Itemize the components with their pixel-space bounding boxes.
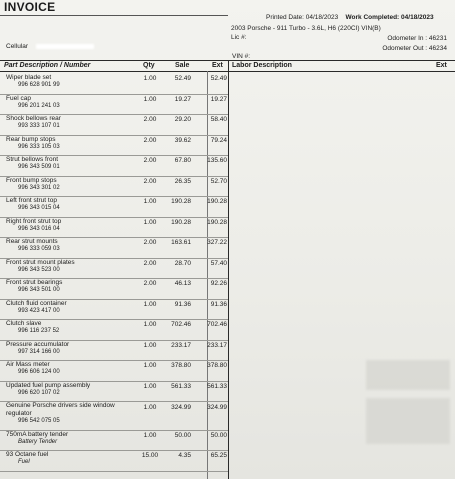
- table-row: [0, 95, 228, 116]
- odometer-out-label: Odometer Out :: [382, 45, 428, 52]
- part-ext: 52.70: [210, 177, 227, 185]
- part-qty: 1.00: [143, 95, 157, 103]
- part-qty: 2.00: [143, 177, 157, 185]
- completed-date: 04/18/2023: [401, 14, 434, 21]
- col-labor-ext: Ext: [436, 62, 447, 69]
- part-ext: 324.99: [207, 404, 227, 411]
- part-ext: 58.40: [210, 116, 227, 123]
- part-number: 996 542 075 05: [18, 418, 60, 424]
- table-row: [0, 431, 228, 452]
- part-qty: 1.00: [143, 75, 157, 82]
- part-ext: 65.25: [210, 452, 227, 459]
- part-description: Front strut bearings: [6, 279, 63, 286]
- part-number: 996 343 523 00: [18, 266, 60, 273]
- part-description: Updated fuel pump assembly: [6, 381, 91, 389]
- part-ext: 233.17: [207, 341, 227, 349]
- col-qty: Qty: [143, 62, 155, 69]
- table-row: [0, 279, 228, 300]
- invoice-title: INVOICE: [4, 0, 56, 14]
- part-number: 996 606 124 00: [18, 369, 60, 375]
- part-ext: 190.28: [207, 218, 227, 226]
- part-sale: 52.49: [174, 75, 191, 82]
- col-sale: Sale: [175, 62, 190, 69]
- part-description: Front strut mount plates: [6, 258, 75, 266]
- part-ext: 378.80: [207, 362, 227, 369]
- odometer-out-value: 46234: [428, 45, 447, 52]
- row-rule: [0, 471, 228, 472]
- part-ext: 91.36: [210, 300, 227, 308]
- table-row: [0, 136, 228, 157]
- odometer-in-value: 46231: [428, 35, 447, 42]
- part-description: Fuel cap: [6, 94, 31, 102]
- table-row: [0, 115, 228, 136]
- part-qty: 1.00: [143, 321, 157, 328]
- vehicle-description: 2003 Porsche - 911 Turbo - 3.6L, H6 (220CI) VIN(B): [231, 25, 381, 32]
- part-qty: 1.00: [143, 404, 157, 411]
- table-row: [0, 197, 228, 218]
- part-description: Pressure accumulator: [6, 340, 70, 348]
- cellular-label: Cellular: [6, 43, 29, 50]
- vehicle-info: [231, 25, 381, 42]
- part-qty: 1.00: [143, 431, 157, 439]
- part-description: Genuine Porsche drivers side window regulator: [6, 402, 115, 417]
- title-rule: [0, 15, 228, 16]
- lic-label: Lic #:: [231, 33, 247, 41]
- part-description: 750mA battery tender: [6, 430, 69, 438]
- part-number: 996 343 016 04: [18, 225, 60, 232]
- table-row: [0, 238, 228, 259]
- part-ext: 79.24: [210, 136, 227, 144]
- faded-summary-block: [366, 398, 450, 444]
- table-row: [0, 402, 228, 431]
- table-row: [0, 382, 228, 403]
- part-number: Battery Tender: [18, 438, 58, 445]
- part-sale: 29.20: [174, 116, 191, 123]
- part-ext: 190.28: [207, 198, 227, 205]
- odometer-block: [382, 34, 447, 54]
- part-qty: 2.00: [143, 280, 157, 287]
- part-description: Rear bump stops: [6, 135, 56, 143]
- part-qty: 2.00: [143, 157, 157, 164]
- table-row: [0, 451, 228, 472]
- part-description: Wiper blade set: [6, 74, 52, 81]
- col-labor-description: Labor Description: [232, 62, 292, 69]
- part-sale: 4.35: [178, 452, 191, 459]
- part-sale: 26.35: [174, 177, 191, 185]
- printed-label: Printed Date:: [266, 14, 304, 21]
- part-ext: 19.27: [210, 95, 227, 103]
- part-sale: 39.62: [174, 136, 191, 144]
- part-sale: 702.46: [171, 321, 191, 328]
- col-ext: Ext: [212, 62, 223, 69]
- table-row: [0, 320, 228, 341]
- part-description: Rear strut mounts: [6, 238, 58, 245]
- part-sale: 46.13: [174, 280, 191, 287]
- part-sale: 50.00: [174, 431, 191, 439]
- table-row: [0, 218, 228, 239]
- part-sale: 561.33: [171, 382, 191, 390]
- part-sale: 91.36: [174, 300, 191, 308]
- odometer-in-label: Odometer In :: [387, 35, 428, 42]
- col-part-description: Part Description / Number: [4, 62, 91, 69]
- part-number: 996 343 301 02: [18, 184, 60, 191]
- part-number: 996 343 015 04: [18, 205, 60, 211]
- cellular-field: [6, 43, 94, 50]
- table-row: [0, 361, 228, 382]
- part-description: 93 Octane fuel: [6, 451, 49, 458]
- part-sale: 190.28: [171, 198, 191, 205]
- part-sale: 28.70: [174, 259, 191, 267]
- part-number: 996 201 241 03: [18, 102, 60, 109]
- faded-totals-block: [366, 360, 450, 390]
- table-row: [0, 259, 228, 280]
- part-description: Shock bellows rear: [6, 115, 61, 122]
- part-number: 997 314 166 00: [18, 348, 60, 355]
- part-sale: 233.17: [171, 341, 191, 349]
- part-description: Right front strut top: [6, 217, 62, 225]
- part-ext: 57.40: [210, 259, 227, 267]
- part-ext: 561.33: [207, 382, 227, 390]
- vin-label: VIN #:: [232, 53, 251, 60]
- part-qty: 1.00: [143, 198, 157, 205]
- part-qty: 1.00: [143, 300, 157, 308]
- part-sale: 378.80: [171, 362, 191, 369]
- part-number: Fuel: [18, 459, 30, 465]
- part-ext: 50.00: [210, 431, 227, 439]
- part-qty: 1.00: [143, 362, 157, 369]
- part-sale: 163.61: [171, 239, 191, 246]
- part-qty: 15.00: [141, 452, 159, 459]
- part-qty: 2.00: [143, 259, 157, 267]
- part-ext: 327.22: [207, 239, 227, 246]
- part-number: 996 620 107 02: [18, 389, 60, 396]
- printed-date: 04/18/2023: [305, 14, 339, 21]
- part-number: 993 423 417 00: [18, 307, 60, 314]
- part-qty: 1.00: [143, 341, 157, 349]
- table-row: [0, 341, 228, 362]
- part-number: 996 116 237 52: [18, 328, 60, 334]
- part-number: 996 628 901 99: [18, 82, 60, 88]
- part-qty: 1.00: [143, 218, 157, 226]
- dates-line: [266, 14, 434, 21]
- part-ext: 702.46: [207, 321, 227, 328]
- table-row: [0, 74, 228, 95]
- part-qty: 2.00: [143, 239, 157, 246]
- part-number: 993 333 107 01: [18, 123, 60, 129]
- part-description: Strut bellows front: [6, 156, 59, 163]
- part-sale: 190.28: [171, 218, 191, 226]
- completed-label: Work Completed:: [345, 14, 400, 21]
- table-row: [0, 300, 228, 321]
- part-description: Front bump stops: [6, 176, 57, 184]
- part-description: Clutch fluid container: [6, 299, 67, 307]
- part-ext: 52.49: [210, 75, 227, 82]
- part-qty: 2.00: [143, 136, 157, 144]
- part-number: 996 343 509 01: [18, 164, 60, 170]
- part-sale: 19.27: [174, 95, 191, 103]
- part-number: 996 333 059 03: [18, 246, 60, 252]
- part-number: 996 333 105 03: [18, 143, 60, 150]
- part-number: 996 343 501 00: [18, 287, 60, 293]
- part-qty: 1.00: [143, 382, 157, 390]
- part-qty: 2.00: [143, 116, 157, 123]
- parts-labor-divider: [228, 60, 229, 479]
- part-description: Clutch slave: [6, 320, 42, 327]
- part-sale: 67.80: [174, 157, 191, 164]
- part-description: Left front strut top: [6, 197, 57, 204]
- part-sale: 324.99: [171, 404, 191, 411]
- table-row: [0, 156, 228, 177]
- part-ext: 135.60: [207, 157, 227, 164]
- part-description: Air Mass meter: [6, 361, 50, 368]
- table-row: [0, 177, 228, 198]
- part-ext: 92.26: [210, 280, 227, 287]
- redacted-number: [36, 44, 94, 49]
